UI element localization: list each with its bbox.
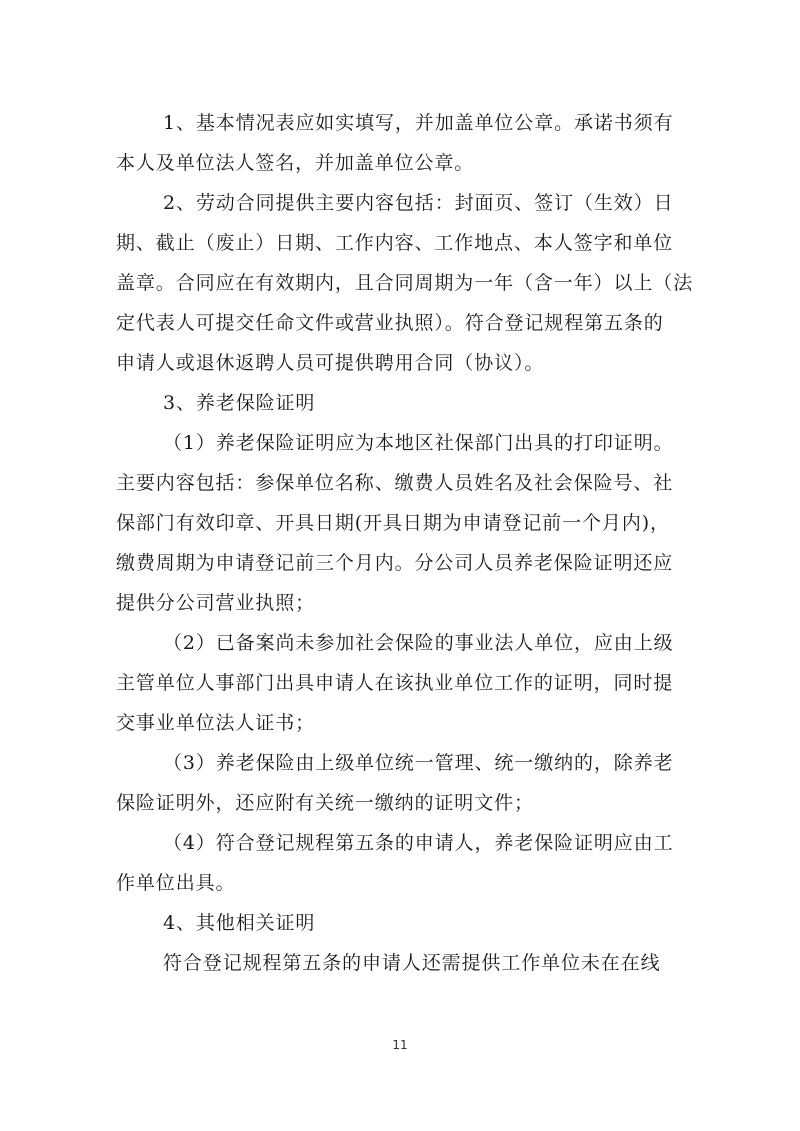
paragraph-line: （2）已备案尚未参加社会保险的事业法人单位，应由上级 [163,632,674,654]
paragraph-line: 提供分公司营业执照； [116,592,316,614]
paragraph-line: 缴费周期为申请登记前三个月内。分公司人员养老保险证明还应 [116,552,674,574]
paragraph-line: 申请人或退休返聘人员可提供聘用合同（协议）。 [116,352,545,374]
section-heading: 4、其他相关证明 [163,912,316,934]
paragraph-line: 保险证明外，还应附有关统一缴纳的证明文件； [116,792,534,814]
paragraph-line: 1、基本情况表应如实填写，并加盖单位公章。承诺书须有 [163,112,674,134]
document-body [116,103,694,983]
paragraph-line: 期、截止（废止）日期、工作内容、工作地点、本人签字和单位 [116,232,674,254]
paragraph-line: 交事业单位法人证书； [116,712,316,734]
paragraph-line: 主要内容包括：参保单位名称、缴费人员姓名及社会保险号、社 [116,472,674,494]
paragraph-line: 本人及单位法人签名，并加盖单位公章。 [116,152,475,174]
paragraph-line: 保部门有效印章、开具日期(开具日期为申请登记前一个月内)， [116,512,670,534]
paragraph-line: 2、劳动合同提供主要内容包括：封面页、签订（生效）日 [163,192,674,214]
paragraph-line: 定代表人可提交任命文件或营业执照）。符合登记规程第五条的 [116,312,664,334]
paragraph-line: （1）养老保险证明应为本地区社保部门出具的打印证明。 [163,432,674,454]
paragraph-line: 盖章。合同应在有效期内，且合同周期为一年（含一年）以上（法 [116,272,694,294]
paragraph-line: （3）养老保险由上级单位统一管理、统一缴纳的，除养老 [163,752,674,774]
paragraph-line: （4）符合登记规程第五条的申请人，养老保险证明应由工 [163,832,674,854]
paragraph-line: 主管单位人事部门出具申请人在该执业单位工作的证明，同时提 [116,672,674,694]
paragraph-line: 符合登记规程第五条的申请人还需提供工作单位未在在线 [163,952,661,974]
paragraph-line: 作单位出具。 [116,872,236,894]
page-number: 11 [392,1038,408,1052]
section-heading: 3、养老保险证明 [163,392,316,414]
